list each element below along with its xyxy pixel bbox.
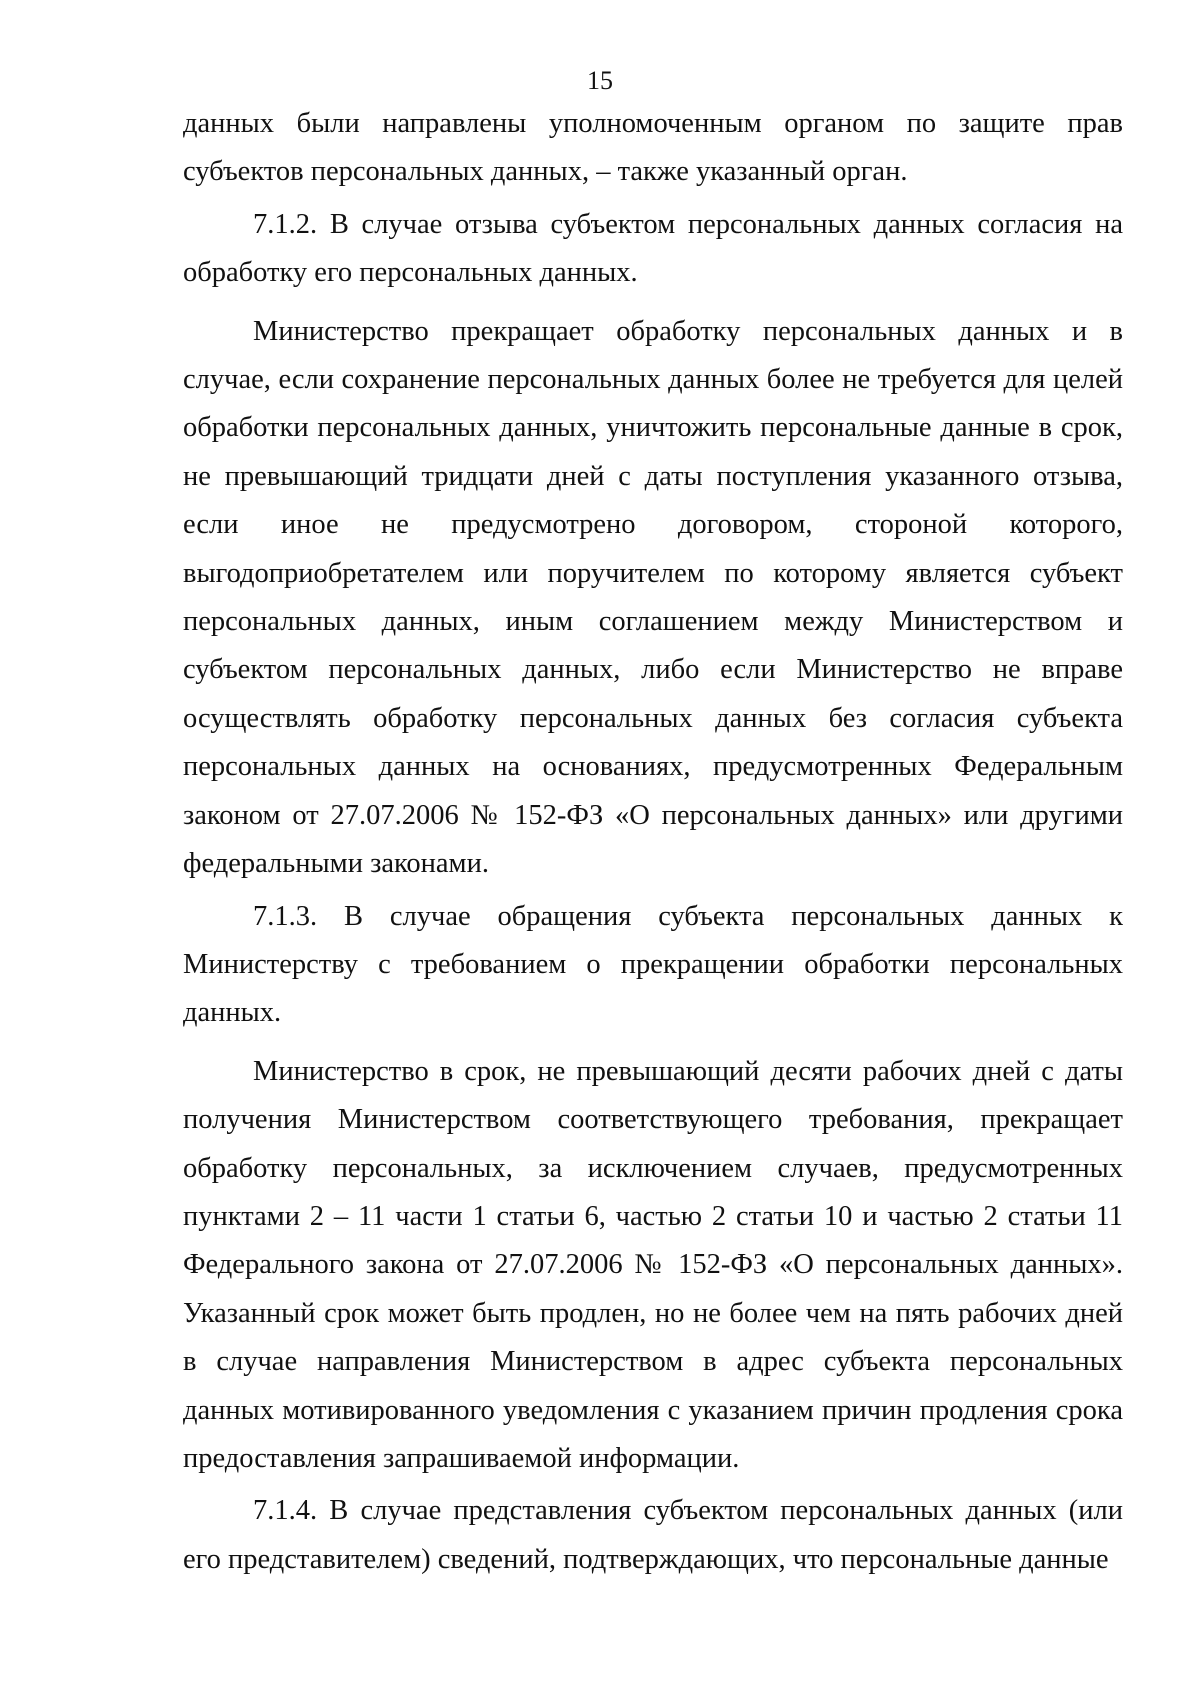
paragraph-ministry-deadline: Министерство в срок, не превышающий десяти рабочих дней с даты получения Министерством соответствующего требования, прекращает обработку персональных, за исключением случаев, предусмотренных пунктами 2 – 11 части 1 статьи 6, частью 2 статьи 10 и частью 2 статьи 11 Федерального закона от 27.07.2006 № 152-ФЗ «О персональных данных». Указанный срок может быть продлен, но не более чем на пять рабочих дней в случае направления Министерством в адрес субъекта персональных данных мотивированного уведомления с указанием причин продления срока предоставления запрашиваемой информации.: [183, 1055, 1123, 1474]
paragraph-ministry-termination: Министерство прекращает обработку персональных данных и в случае, если сохранение персональных данных более не требуется для целей обработки персональных данных, уничтожить персональные данные в срок, не превышающий тридцати дней с даты поступления указанного отзыва, если иное не предусмотрено договором, стороной которого, выгодоприобретателем или поручителем по которому является субъект персональных данных, иным соглашением между Министерством и субъектом персональных данных, либо если Министерство не вправе осуществлять обработку персональных данных без согласия субъекта персональных данных на основаниях, предусмотренных Федеральным законом от 27.07.2006 № 152-ФЗ «О персональных данных» или другими федеральными законами.: [183, 315, 1123, 880]
paragraph-7-1-2: 7.1.2. В случае отзыва субъектом персональных данных согласия на обработку его персональных данных.: [183, 208, 1123, 289]
paragraph-7-1-4: 7.1.4. В случае представления субъектом персональных данных (или его представителем) сведений, подтверждающих, что персональные данные: [183, 1495, 1123, 1575]
page-number: 15: [587, 66, 613, 95]
document-body: [183, 100, 1123, 1584]
paragraph-7-1-3: 7.1.3. В случае обращения субъекта персональных данных к Министерству с требованием о прекращении обработки персональных данных.: [183, 900, 1123, 1029]
paragraph-continuation: данных были направлены уполномоченным органом по защите прав субъектов персональных данных, – также указанный орган.: [183, 108, 1123, 188]
